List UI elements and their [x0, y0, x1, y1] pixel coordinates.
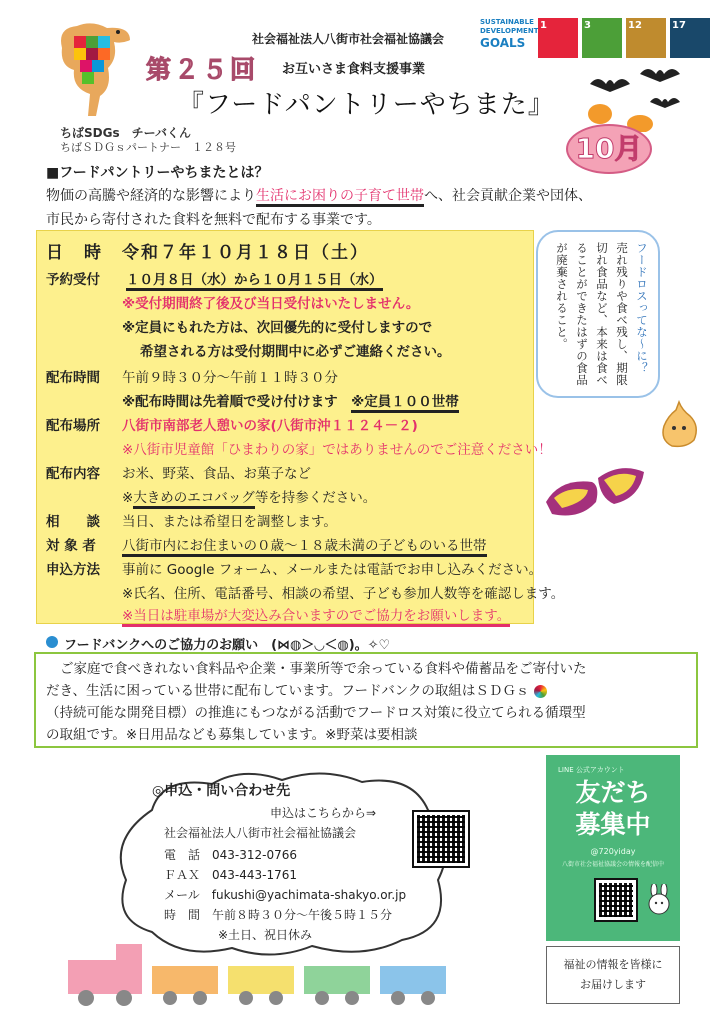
parking-note: ※当日は駐車場が大変込み合いますのでご協力をお願いします。: [122, 604, 510, 627]
contact-tel: 電 話 043-312-0766: [164, 848, 298, 862]
bullet-dot-icon: [46, 636, 58, 648]
contact-fax: ＦＡＸ 043-443-1761: [164, 868, 298, 882]
distribution-time: 午前９時３０分～午前１１時３０分: [122, 370, 338, 386]
friends-title: 友だち 募集中: [575, 778, 651, 839]
sdgs-wheel-icon: [534, 685, 547, 698]
contact-hours: 時 間 午前８時３０分～午後５時１５分: [164, 908, 393, 922]
place-note: ※八街市児童館「ひまわりの家」ではありませんのでご注意ください！: [122, 442, 552, 458]
edition-number: 第２５回: [146, 55, 259, 84]
foodbank-heading: フードバンクへのご協力のお願い (⋈◍＞◡＜◍)。✧♡: [64, 638, 391, 653]
about-heading: ■フードパントリーやちまたとは？: [46, 165, 269, 181]
friends-message: 福祉の情報を皆様に お届けします: [546, 946, 680, 1004]
apply-label: 申込方法: [46, 562, 100, 578]
organization-name: 社会福祉法人八街市社会福祉協議会: [252, 32, 445, 46]
sdg-goal-icon: 12: [626, 18, 666, 58]
sdg-goal-icon: 17: [670, 18, 710, 58]
sdg-goal-icon: 1: [538, 18, 578, 58]
about-description: 物価の高騰や経済的な影響により生活にお困りの子育て世帯へ、社会貢献企業や団体、 市民から寄付された食料を無料で配布する事業です。: [46, 188, 592, 228]
distribution-place: 八街市南部老人憩いの家(八街市沖１１２４－２): [122, 418, 418, 434]
reserve-note: ※受付期間終了後及び当日受付はいたしません。: [122, 296, 420, 312]
sdgs-logos: [480, 18, 712, 58]
halloween-bats-pumpkins-illustration: [580, 62, 710, 132]
application-qr-code[interactable]: [414, 812, 468, 866]
contact-mail[interactable]: メール fukushi@yachimata-shakyo.or.jp: [164, 888, 407, 902]
content-label: 配布内容: [46, 466, 100, 482]
project-subject: お互いさま食料支援事業: [282, 62, 426, 77]
train-illustration: [66, 938, 466, 1008]
reserve-note: 希望される方は受付期間中に必ずご連絡ください。: [140, 344, 451, 360]
mascot-name: ちばSDGs チーバくん: [60, 126, 191, 140]
closed-days: ※土日、祝日休み: [218, 928, 313, 942]
place-label: 配布場所: [46, 418, 100, 434]
event-date: 日 時 令和７年１０月１８日（土）: [46, 243, 369, 263]
food-loss-bubble: フードロスってな～に？ 売れ残りや食べ残し、期限 切れ食品など、本来は食べ ることができたはずの食品 が廃棄されること。: [536, 230, 660, 398]
consult-label: 相 談: [46, 514, 100, 530]
line-friends-poster: LINE 公式アカウント 友だち 募集中 @720yiday 八街市社会福祉協議会の情報を配信中: [546, 755, 680, 941]
month-badge: 10月: [566, 124, 652, 174]
page-title: 『フードパントリーやちまた』: [178, 90, 555, 120]
apply-here-label: 申込はこちらから⇒: [270, 806, 377, 820]
contact-org: 社会福祉法人八街市社会福祉協議会: [164, 826, 357, 840]
apply-note: ※氏名、住所、電話番号、相談の希望、子ども参加人数等を確認します。: [122, 586, 565, 602]
contact-title: ◎申込・問い合わせ先: [152, 783, 291, 799]
consult-value: 当日、または希望日を調整します。: [122, 514, 337, 530]
sweet-potato-illustration: [540, 458, 650, 524]
time-label: 配布時間: [46, 370, 100, 386]
onion-character-illustration: [656, 398, 702, 450]
reserve-label: 予約受付: [46, 272, 100, 288]
distribution-content: お米、野菜、食品、お菓子など: [122, 466, 311, 482]
sdgs-wordmark: SUSTAINABLE DEVELOPMENT GOALS: [480, 18, 539, 50]
reserve-note: ※定員にもれた方は、次回優先的に受付しますので: [122, 320, 433, 336]
target-label: 対 象 者: [46, 538, 96, 554]
rabbit-character-icon: [646, 884, 672, 918]
time-note: ※配布時間は先着順で受け付けます ※定員１００世帯: [122, 390, 459, 410]
chiba-kun-mascot-image: [52, 18, 134, 118]
target-highlight: 生活にお困りの子育て世帯: [256, 188, 424, 207]
mascot-partner-number: ちばＳＤＧｓパートナー １２８号: [60, 141, 236, 154]
foodbank-description: ご家庭で食べきれない食料品や企業・事業所等で余っている食料や備蓄品をご寄付いた だき、生活に困っている世帯に配布しています。フードバンクの取組はＳＤＧｓ （持続可能な開発目標）の推進にもつながる活動でフードロス対策に役立てられる循環型 の取組です。※日用品なども募集しています。※野菜は要相談: [34, 652, 698, 748]
line-account-id: @720yiday: [590, 847, 636, 856]
target-value: 八街市内にお住まいの０歳～１８歳未満の子どものいる世帯: [122, 534, 487, 557]
apply-method: 事前に Google フォーム、メールまたは電話でお申し込みください。: [122, 562, 543, 578]
reserve-period: １０月８日（水）から１０月１５日（水）: [126, 268, 383, 291]
sdg-goal-icon: 3: [582, 18, 622, 58]
content-note: ※大きめのエコバッグ等を持参ください。: [122, 486, 376, 506]
line-qr-code[interactable]: [596, 880, 636, 920]
